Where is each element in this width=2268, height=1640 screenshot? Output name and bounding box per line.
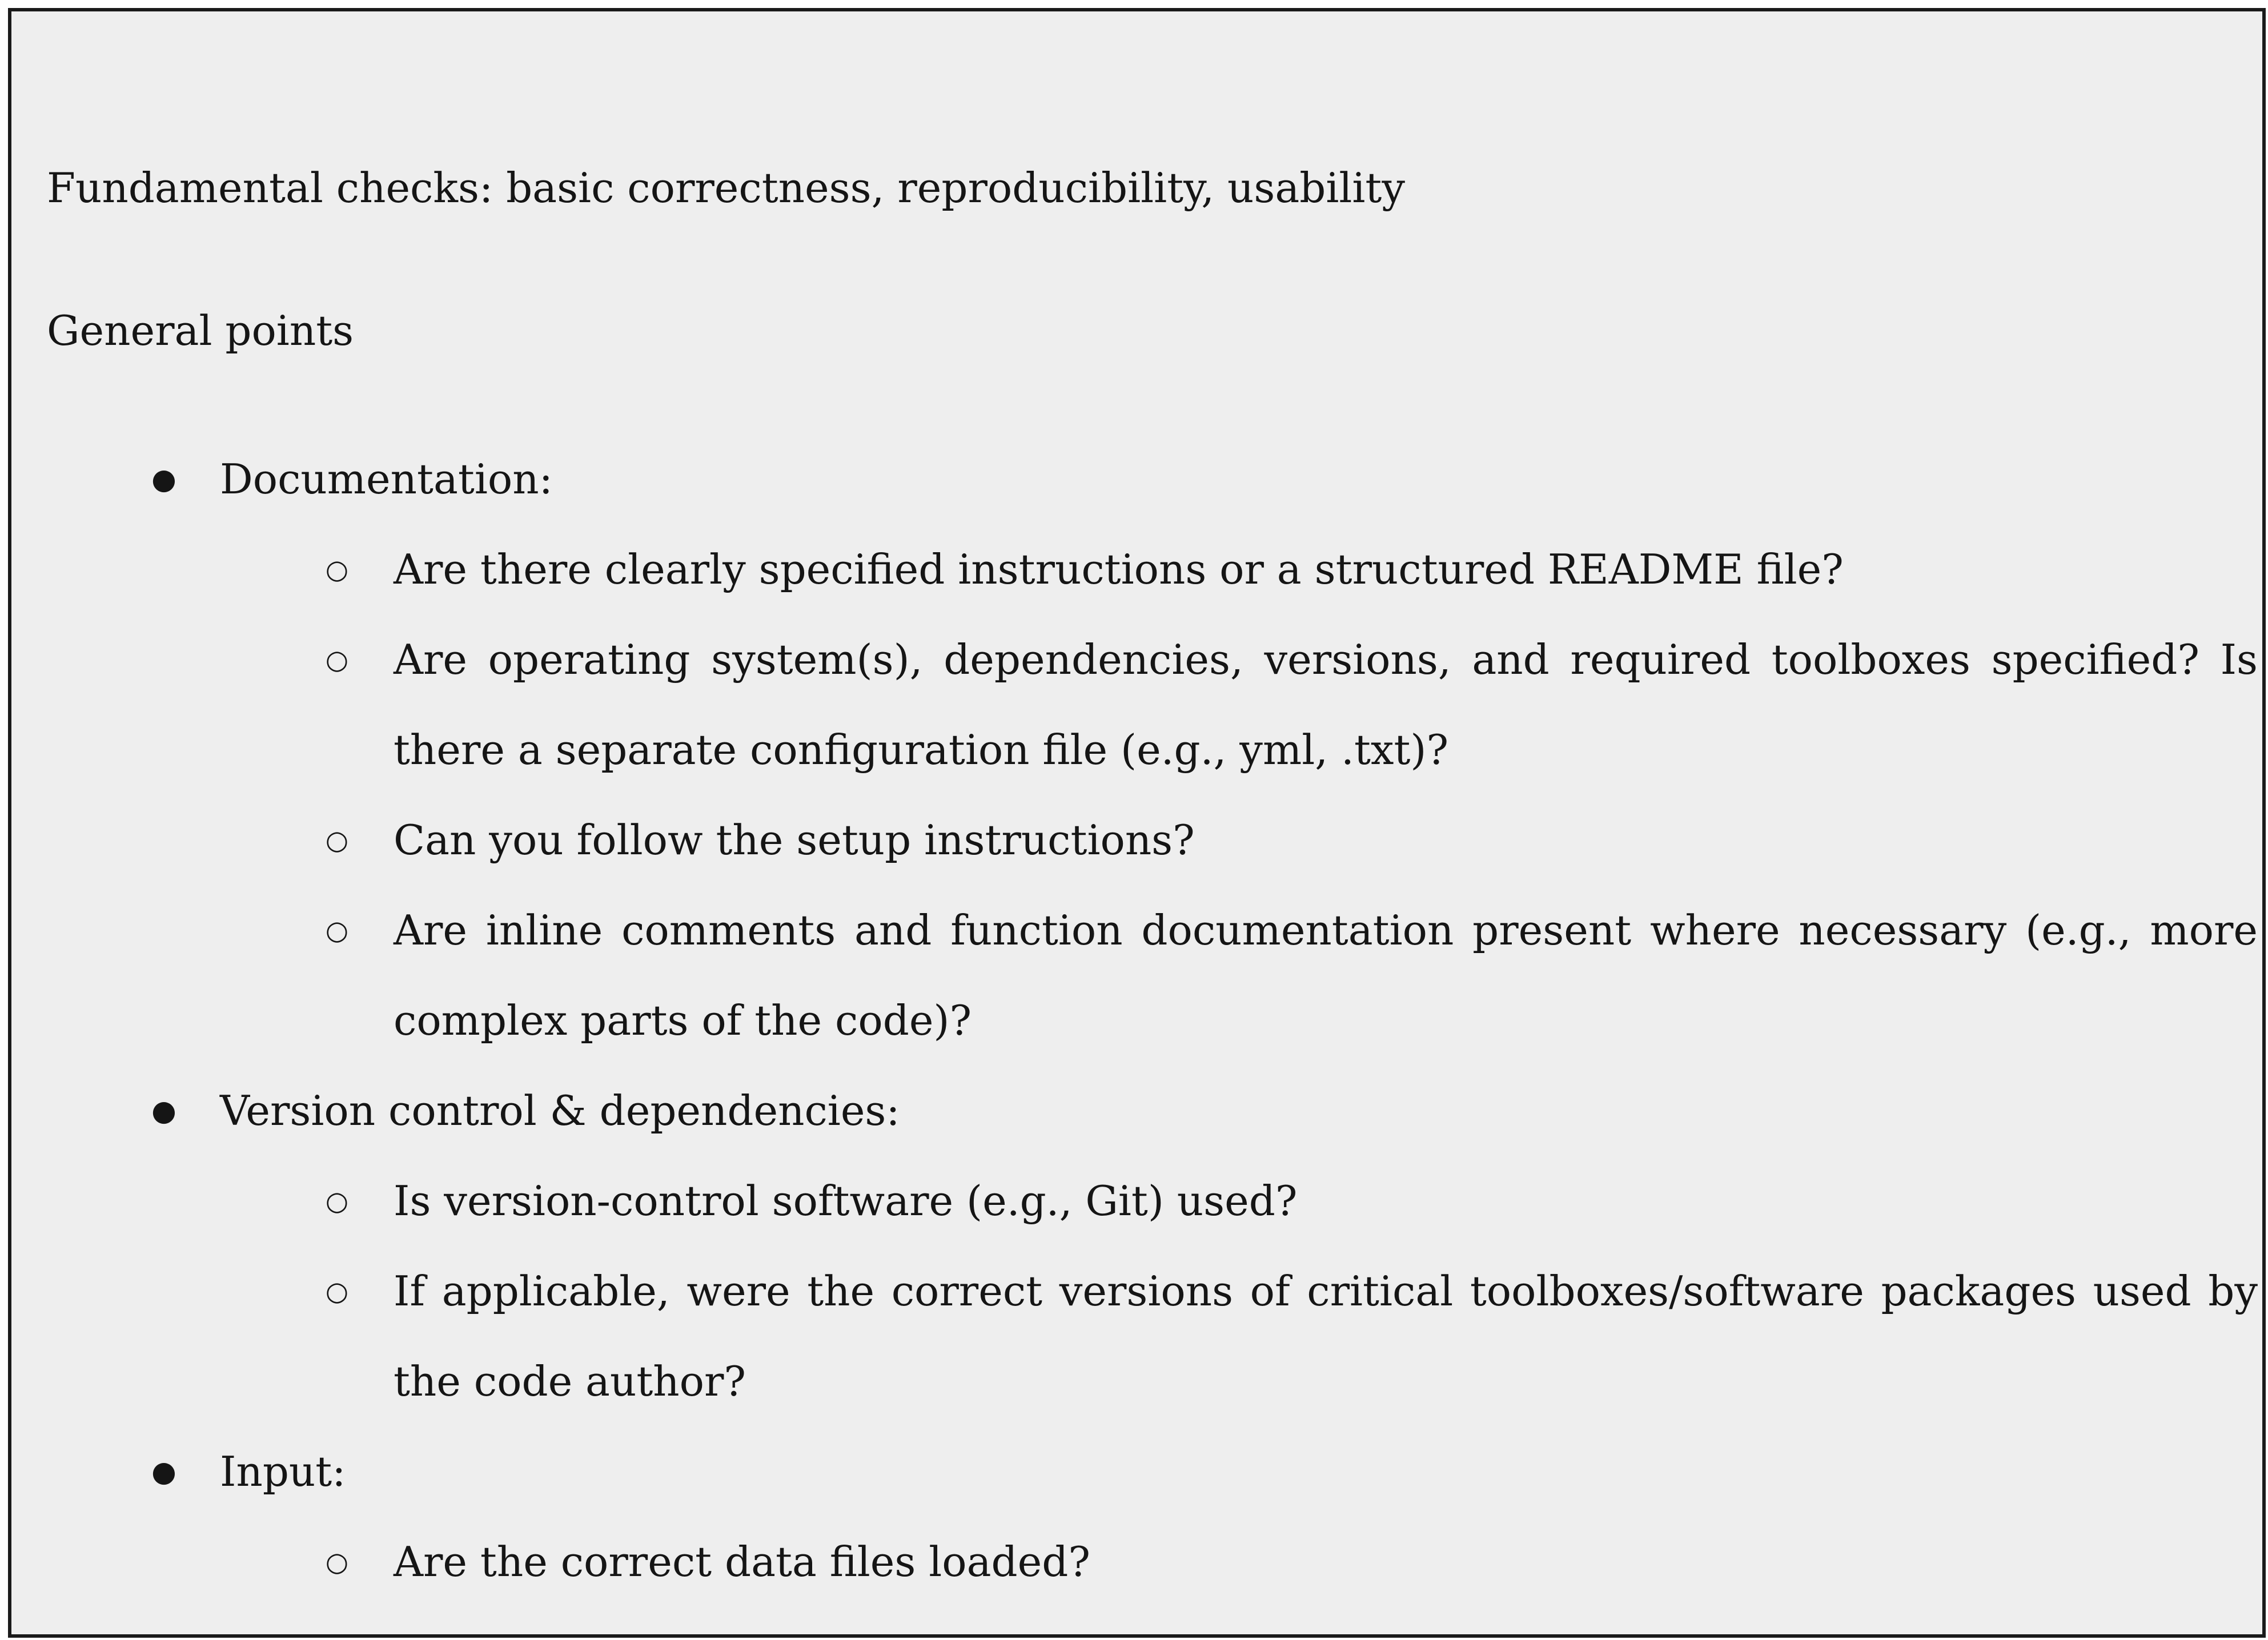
open-bullet-icon: ○ bbox=[325, 1276, 349, 1307]
checklist-item-documentation bbox=[47, 434, 2258, 1066]
sub-checklist bbox=[220, 1156, 2258, 1426]
checklist-panel bbox=[8, 8, 2266, 1638]
checklist-subitem-text: If applicable, were the correct versions of critical toolboxes/software packages used by the code author? bbox=[394, 1267, 2258, 1405]
checklist-item-label: Input: bbox=[220, 1448, 346, 1496]
checklist-item-input bbox=[47, 1426, 2258, 1607]
checklist-subitem bbox=[220, 1246, 2258, 1426]
open-bullet-icon: ○ bbox=[325, 554, 349, 585]
checklist-item-label: Documentation: bbox=[220, 455, 553, 503]
checklist-subitem-text: Are inline comments and function documentation present where necessary (e.g., more complex parts of the code)? bbox=[394, 906, 2258, 1044]
filled-bullet-icon: ● bbox=[151, 1094, 176, 1127]
sub-checklist bbox=[220, 1517, 2258, 1607]
filled-bullet-icon: ● bbox=[151, 463, 176, 496]
open-bullet-icon: ○ bbox=[325, 1546, 349, 1577]
open-bullet-icon: ○ bbox=[325, 1185, 349, 1216]
checklist-subitem bbox=[220, 885, 2258, 1066]
checklist-subitem-text: Can you follow the setup instructions? bbox=[394, 816, 1195, 864]
checklist-subitem bbox=[220, 795, 2258, 885]
checklist-subitem bbox=[220, 1156, 2258, 1246]
checklist-subitem-text: Are there clearly specified instructions or a structured README file? bbox=[394, 545, 1844, 593]
checklist-subitem-text: Is version-control software (e.g., Git) used? bbox=[394, 1177, 1298, 1225]
filled-bullet-icon: ● bbox=[151, 1455, 176, 1488]
checklist-item-label: Version control & dependencies: bbox=[220, 1087, 900, 1135]
checklist-subitem bbox=[220, 524, 2258, 614]
sub-checklist bbox=[220, 524, 2258, 1066]
checklist bbox=[47, 434, 2258, 1607]
checklist-subitem bbox=[220, 1517, 2258, 1607]
checklist-item-version-control bbox=[47, 1066, 2258, 1426]
open-bullet-icon: ○ bbox=[325, 825, 349, 855]
checklist-subitem bbox=[220, 614, 2258, 795]
checklist-subitem-text: Are the correct data files loaded? bbox=[394, 1538, 1090, 1586]
panel-title: Fundamental checks: basic correctness, reproducibility, usability bbox=[47, 164, 1406, 212]
checklist-subitem-text: Are operating system(s), dependencies, versions, and required toolboxes specified? Is there a separate configuration file (e.g., yml, .txt)? bbox=[394, 636, 2258, 774]
open-bullet-icon: ○ bbox=[325, 915, 349, 946]
open-bullet-icon: ○ bbox=[325, 644, 349, 675]
section-heading: General points bbox=[47, 307, 354, 355]
